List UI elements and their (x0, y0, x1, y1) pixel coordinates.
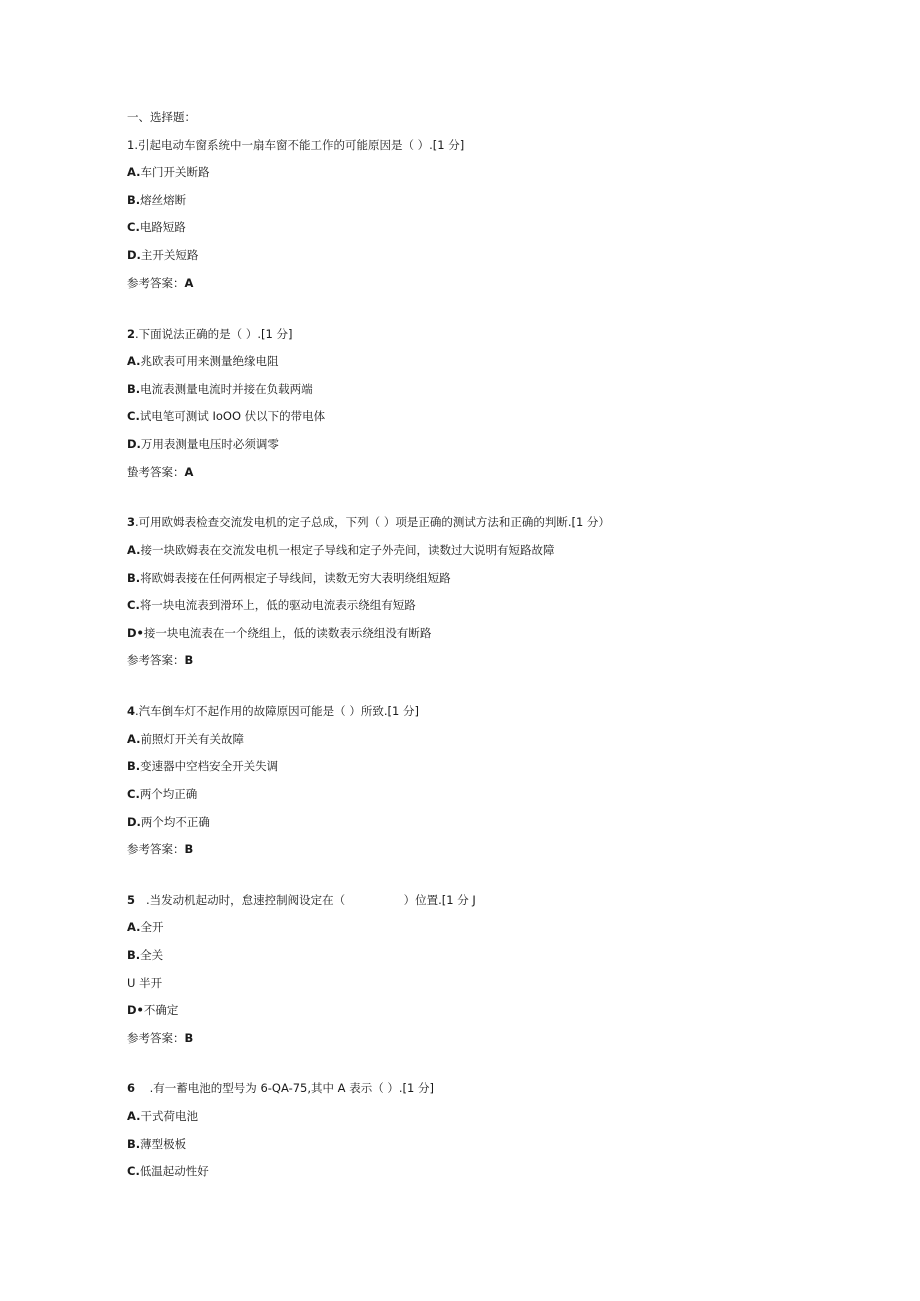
option-text: 熔丝熔断 (140, 193, 187, 207)
option-text: 全开 (140, 920, 164, 934)
question-6-stem (127, 1081, 434, 1095)
question-1-stem (127, 138, 464, 152)
option-label: A. (127, 354, 141, 368)
question-1-option-c (127, 220, 186, 234)
question-text: .当发动机起动时，怠速控制阀设定在（ ）位置.[1 分 J (135, 893, 476, 907)
answer-prefix: 参考答案： (127, 842, 185, 856)
answer-prefix: 蛰考答案： (127, 465, 185, 479)
question-number: 2 (127, 327, 136, 341)
question-4-stem (127, 704, 419, 718)
option-text: 前照灯开关有关故障 (140, 732, 244, 746)
option-text: 兆欧表可用来测量绝缘电阻 (140, 354, 279, 368)
question-5-stem (127, 893, 476, 907)
option-text: 接一块电流表在一个绕组上，低的读数表示绕组没有断路 (143, 626, 432, 640)
question-6-option-b (127, 1137, 186, 1151)
option-label: C. (127, 409, 140, 423)
option-text: 主开关短路 (140, 248, 199, 262)
option-label: D. (127, 815, 141, 829)
option-text: 接一块欧姆表在交流发电机一根定子导线和定子外壳间，读数过大说明有短路故障 (140, 543, 555, 557)
option-text: 薄型极板 (140, 1137, 187, 1151)
question-1-answer (127, 276, 193, 290)
question-4-option-d (127, 815, 210, 829)
option-text: 两个均正确 (139, 787, 198, 801)
question-5-answer (127, 1031, 193, 1045)
option-label: D. (127, 437, 141, 451)
question-3-answer (127, 653, 193, 667)
question-2-option-b (127, 382, 313, 396)
option-label: C. (127, 1164, 140, 1178)
option-label: C. (127, 220, 140, 234)
question-number: 4 (127, 704, 136, 718)
option-label: D• (127, 626, 144, 640)
question-4-option-b (127, 759, 278, 773)
question-2-answer (127, 465, 193, 479)
option-label: C. (127, 787, 140, 801)
answer-value: A (184, 465, 194, 479)
option-label: A. (127, 165, 141, 179)
question-text: .有一蓄电池的型号为 6-QA-75,其中 A 表示（ ）.[1 分] (135, 1081, 434, 1095)
option-label: B. (127, 1137, 141, 1151)
question-1-option-b (127, 193, 186, 207)
option-label: D• (127, 1003, 144, 1017)
option-text: 将欧姆表接在任何两根定子导线间，读数无穷大表明绕组短路 (140, 571, 451, 585)
question-4-answer (127, 842, 193, 856)
answer-value: B (184, 1031, 194, 1045)
option-label: U (127, 976, 136, 990)
question-text: .引起电动车窗系统中一扇车窗不能工作的可能原因是（ ）.[1 分] (134, 138, 465, 152)
option-label: B. (127, 382, 141, 396)
question-3-option-b (127, 571, 451, 585)
answer-prefix: 参考答案： (127, 276, 185, 290)
question-4-option-c (127, 787, 197, 801)
question-number: 5 (127, 893, 136, 907)
question-2-option-a (127, 354, 278, 368)
question-6-option-c (127, 1164, 209, 1178)
question-2-stem (127, 327, 292, 341)
option-text: 低温起动性好 (139, 1164, 209, 1178)
question-5-option-b (127, 948, 163, 962)
question-5-option-c (127, 976, 162, 990)
option-text: 两个均不正确 (140, 815, 210, 829)
option-text: 电流表测量电流时并接在负载两端 (140, 382, 313, 396)
question-2-option-c (127, 409, 325, 423)
question-5-option-a (127, 920, 163, 934)
section-title: 一、选择题： (127, 110, 196, 124)
question-number: 6 (127, 1081, 136, 1095)
option-label: D. (127, 248, 141, 262)
option-text: 试电笔可测试 IoOO 伏以下的带电体 (139, 409, 326, 423)
option-text: 将一块电流表到滑环上，低的驱动电流表示绕组有短路 (139, 598, 416, 612)
question-1-option-d (127, 248, 198, 262)
answer-prefix: 参考答案： (127, 1031, 185, 1045)
question-text: .下面说法正确的是（ ）.[1 分] (135, 327, 293, 341)
question-text: .可用欧姆表检查交流发电机的定子总成，下列（ ）项是正确的测试方法和正确的判断.[1 分） (135, 515, 610, 529)
option-label: A. (127, 543, 141, 557)
option-label: C. (127, 598, 140, 612)
question-text: .汽车倒车灯不起作用的故障原因可能是（ ）所致.[1 分] (135, 704, 419, 718)
option-label: B. (127, 948, 141, 962)
question-number: 1 (127, 138, 135, 152)
option-label: B. (127, 759, 141, 773)
question-6-option-a (127, 1109, 198, 1123)
question-3-option-c (127, 598, 416, 612)
option-label: A. (127, 732, 141, 746)
question-number: 3 (127, 515, 136, 529)
option-text: 半开 (135, 976, 163, 990)
option-label: A. (127, 1109, 141, 1123)
option-text: 不确定 (143, 1003, 179, 1017)
option-text: 变速器中空档安全开关失调 (140, 759, 279, 773)
question-5-option-d (127, 1003, 178, 1017)
answer-value: B (184, 653, 194, 667)
option-label: A. (127, 920, 141, 934)
option-text: 万用表测量电压时必须调零 (140, 437, 279, 451)
answer-value: A (184, 276, 194, 290)
option-text: 车门开关断路 (140, 165, 210, 179)
question-3-option-a (127, 543, 554, 557)
question-2-option-d (127, 437, 279, 451)
option-label: B. (127, 571, 141, 585)
answer-value: B (184, 842, 194, 856)
option-text: 电路短路 (139, 220, 186, 234)
option-label: B. (127, 193, 141, 207)
option-text: 干式荷电池 (140, 1109, 198, 1123)
answer-prefix: 参考答案： (127, 653, 185, 667)
question-4-option-a (127, 732, 244, 746)
question-3-option-d (127, 626, 431, 640)
question-1-option-a (127, 165, 209, 179)
option-text: 全关 (140, 948, 164, 962)
question-3-stem (127, 515, 610, 529)
